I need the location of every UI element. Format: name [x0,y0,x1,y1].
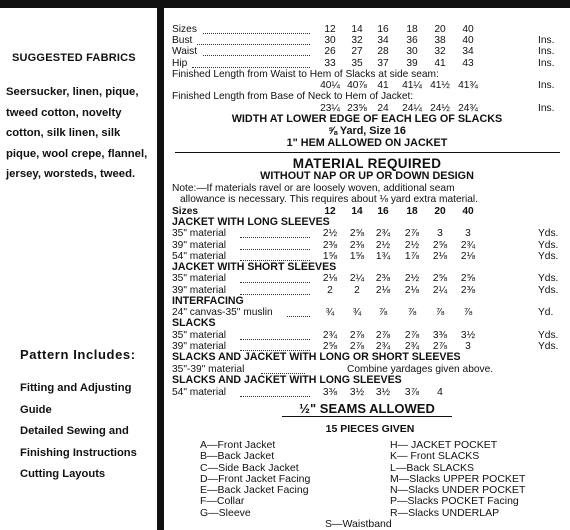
row-value: 2½ [375,239,391,251]
width-value: ⅝ Yard, Size 16 [328,124,406,137]
fabrics-title: SUGGESTED FABRICS [12,52,136,64]
material-row [172,285,562,296]
row-unit: Yd. [538,307,554,319]
material-row [172,330,562,341]
row-value: 3 [465,228,471,240]
row-value: ¾ [352,307,362,319]
row-unit: Yds. [538,239,559,251]
jacket-length-row [172,103,562,114]
row-value: 34 [462,46,474,58]
section-title: JACKET WITH LONG SLEEVES [172,215,330,228]
row-value: 2⅛ [432,250,448,262]
row-value: 1⅞ [404,250,420,262]
row-unit: Ins. [538,80,555,92]
top-border [0,0,570,8]
row-value: 2¼ [349,273,365,285]
pieces-title: 15 PIECES GIVEN [325,423,415,435]
row-value: 2⅞ [404,228,420,240]
material-note-1: Note:—If materials ravel or are loosely woven, additional seam [172,182,455,194]
piece-item: P—Slacks POCKET Facing [390,495,519,508]
row-value: 36 [406,35,418,47]
row-value: 41¾ [458,80,478,92]
pieces-left-column [200,440,310,519]
row-value: 20 [434,24,446,35]
row-value: 3½ [460,329,476,341]
hem-note: 1" HEM ALLOWED ON JACKET [286,137,448,150]
row-value: 40 [462,205,474,217]
piece-item: N—Slacks UNDER POCKET [390,484,526,497]
row-value: 2⅝ [432,239,448,251]
pattern-item: Cutting Layouts [20,468,106,480]
row-value: 1¾ [375,250,391,262]
row-value: 23¼ [320,102,340,114]
section-title: JACKET WITH SHORT SLEEVES [172,260,337,273]
row-value: 30 [324,35,336,47]
row-label: Bust [172,35,193,47]
row-value: 2⅛ [404,284,420,296]
seams-title: ½" SEAMS ALLOWED [299,400,435,416]
row-label: 54" material [172,250,227,262]
row-value: 2¾ [375,341,391,353]
row-value: 2½ [322,228,338,240]
row-value: 38 [434,35,446,47]
slacks-length-label: Finished Length from Waist to Hem of Slacks at side seam: [172,68,439,80]
pattern-item: Fitting and Adjusting Guide [20,382,132,416]
row-unit: Yds. [538,228,559,240]
leader-dots [240,230,310,238]
row-value: 2⅝ [349,228,365,240]
row-label: Hip [172,57,188,69]
section-title: INTERFACING [172,294,244,307]
measurement-row [172,46,562,57]
row-value: 33 [324,57,336,69]
leader-dots [261,366,305,374]
row-value: 40⅞ [347,80,367,92]
fabrics-text: Seersucker, linen, pique, tweed cotton, novelty cotton, silk linen, silk pique, wool crepe, flannel, jersey, worsteds, tweed. [6,86,148,180]
row-value: ⅞ [407,307,417,319]
leader-dots [192,60,310,68]
row-label: 35" material [172,329,227,341]
row-value: 2⅝ [322,341,338,353]
measurement-table [172,24,562,69]
vertical-divider [157,0,164,530]
row-value: 2⅞ [375,329,391,341]
row-value: 2 [354,284,360,296]
row-unit: Ins. [538,57,555,69]
row-label: 35" material [172,273,227,285]
piece-item: F—Collar [200,495,245,508]
row-value: 2⅛ [375,284,391,296]
piece-item: A—Front Jacket [200,439,276,451]
row-value: 12 [324,205,336,217]
material-row [172,364,562,375]
piece-item: B—Back Jacket [200,450,275,463]
row-label: 39" material [172,284,227,296]
row-value: 24¾ [458,102,478,114]
material-row [172,387,562,398]
row-value: 2⅞ [349,329,365,341]
row-label: Sizes [172,205,199,217]
row-value: 2¾ [375,228,391,240]
row-value: 2⅜ [460,284,476,296]
material-row [172,240,562,251]
row-value: 3 [465,341,471,353]
material-table [172,217,562,398]
row-value: 2¼ [432,284,448,296]
piece-item: C—Side Back Jacket [200,461,299,474]
material-row [172,273,562,284]
row-value: 16 [377,205,389,217]
row-label: 54" material [172,386,227,398]
leader-dots [240,389,310,397]
combine-note: Combine yardages given above. [347,363,494,375]
piece-s: S—Waistband [325,518,392,530]
leader-dots [287,309,310,317]
row-value: 39 [406,57,418,69]
row-value: 3½ [375,386,391,398]
row-value: 28 [377,46,389,58]
pieces-right-column [390,440,525,519]
row-value: ⅞ [435,307,445,319]
row-unit: Yds. [538,329,559,341]
row-value: 3 [437,228,443,240]
width-heading: WIDTH AT LOWER EDGE OF EACH LEG OF SLACKS [231,113,503,126]
row-value: 34 [377,35,389,47]
leader-dots [197,37,310,45]
row-value: 2¾ [460,239,476,251]
measurement-row [172,35,562,46]
measurement-row [172,58,562,69]
row-value: 2⅞ [432,341,448,353]
row-value: 23⅝ [347,102,367,114]
seams-underline [282,416,452,417]
row-value: 20 [434,205,446,217]
row-label: 24" canvas-35" muslin [172,307,273,319]
leader-dots [240,287,310,295]
row-label: 35"-39" material [172,363,245,375]
jacket-length-label: Finished Length from Base of Neck to Hem of Jacket: [172,91,414,103]
row-unit: Yds. [538,250,559,262]
row-value: 37 [377,57,389,69]
row-value: 2⅜ [375,273,391,285]
leader-dots [240,253,310,261]
piece-item: E—Back Jacket Facing [200,484,309,497]
row-value: 14 [351,205,363,217]
row-value: 43 [462,57,474,69]
leader-dots [240,343,310,351]
row-value: 2⅜ [322,239,338,251]
row-value: 2⅛ [322,273,338,285]
row-value: ⅞ [378,307,388,319]
row-value: 2⅛ [460,250,476,262]
row-value: 2 [327,284,333,296]
row-value: 2¾ [404,341,420,353]
row-unit: Yds. [538,284,559,296]
row-value: 12 [324,24,336,35]
row-value: 2⅞ [349,341,365,353]
material-row [172,307,562,318]
section-title: SLACKS [172,317,216,330]
row-unit: Ins. [538,35,555,47]
measurements-panel [172,24,562,417]
row-value: 30 [406,46,418,58]
material-subtitle: WITHOUT NAP OR UP OR DOWN DESIGN [260,170,474,183]
row-value: 40 [462,35,474,47]
row-value: 2½ [404,239,420,251]
row-label: Waist [172,46,198,58]
row-unit: Yds. [538,273,559,285]
row-value: 1⅝ [349,250,365,262]
section-title: SLACKS AND JACKET WITH LONG SLEEVES [172,374,402,386]
row-value: 1⅝ [322,250,338,262]
piece-item: R—Slacks UNDERLAP [390,506,500,519]
row-value: 3⅜ [432,329,448,341]
row-value: 18 [406,24,418,35]
pattern-title: Pattern Includes: [20,347,136,362]
row-value: 32 [351,35,363,47]
row-label: 35" material [172,228,227,240]
row-value: 2½ [404,273,420,285]
row-value: 41¼ [402,80,422,92]
row-unit: Ins. [538,102,555,114]
row-value: 40 [462,24,474,35]
row-value: 35 [351,57,363,69]
measurement-row [172,24,562,35]
row-value: 26 [324,46,336,58]
row-value: 3½ [349,386,365,398]
row-value: 4 [437,386,443,398]
row-label: 39" material [172,341,227,353]
piece-item: K— Front SLACKS [390,450,480,463]
leader-dots [203,26,311,34]
material-row [172,341,562,352]
row-value: 2⅞ [404,329,420,341]
row-value: 41 [434,57,446,69]
piece-item: H— JACKET POCKET [390,439,498,451]
row-value: 14 [351,24,363,35]
row-unit: Ins. [538,46,555,58]
row-value: ¾ [325,307,335,319]
row-value: 3⅞ [404,386,420,398]
slacks-length-row [172,80,562,91]
row-label: 39" material [172,239,227,251]
leader-dots [240,242,310,250]
row-label: Sizes [172,24,197,35]
row-value: 3⅜ [322,386,338,398]
row-value: ⅞ [463,307,473,319]
section-title: SLACKS AND JACKET WITH LONG OR SHORT SLEEVES [172,351,461,364]
row-value: 32 [434,46,446,58]
pattern-list [20,378,156,486]
material-title: MATERIAL REQUIRED [292,156,442,172]
row-value: 27 [351,46,363,58]
row-value: 18 [406,205,418,217]
piece-item: D—Front Jacket Facing [200,472,311,485]
row-value: 24¼ [402,102,422,114]
material-note-2: allowance is necessary. This requires about ⅛ yard extra material. [180,194,479,206]
leader-dots [240,275,310,283]
leader-dots [203,48,311,56]
row-value: 16 [377,24,389,35]
pattern-item: Detailed Sewing and Finishing Instructions [20,425,137,459]
row-value: 2⅝ [432,273,448,285]
leader-dots [240,332,310,340]
row-value: 24 [377,102,389,114]
row-value: 24½ [430,102,450,114]
row-value: 2¾ [322,329,338,341]
row-value: 41 [377,80,389,92]
material-row [172,228,562,239]
piece-item: G—Sleeve [200,506,251,519]
material-sizes-row [172,206,562,217]
row-value: 41½ [430,80,450,92]
row-value: 2⅝ [460,273,476,285]
row-value: 40¼ [320,80,340,92]
row-value: 2⅜ [349,239,365,251]
piece-item: M—Slacks UPPER POCKET [390,472,526,485]
piece-item: L—Back SLACKS [390,461,475,474]
row-unit: Yds. [538,341,559,353]
material-row [172,251,562,262]
